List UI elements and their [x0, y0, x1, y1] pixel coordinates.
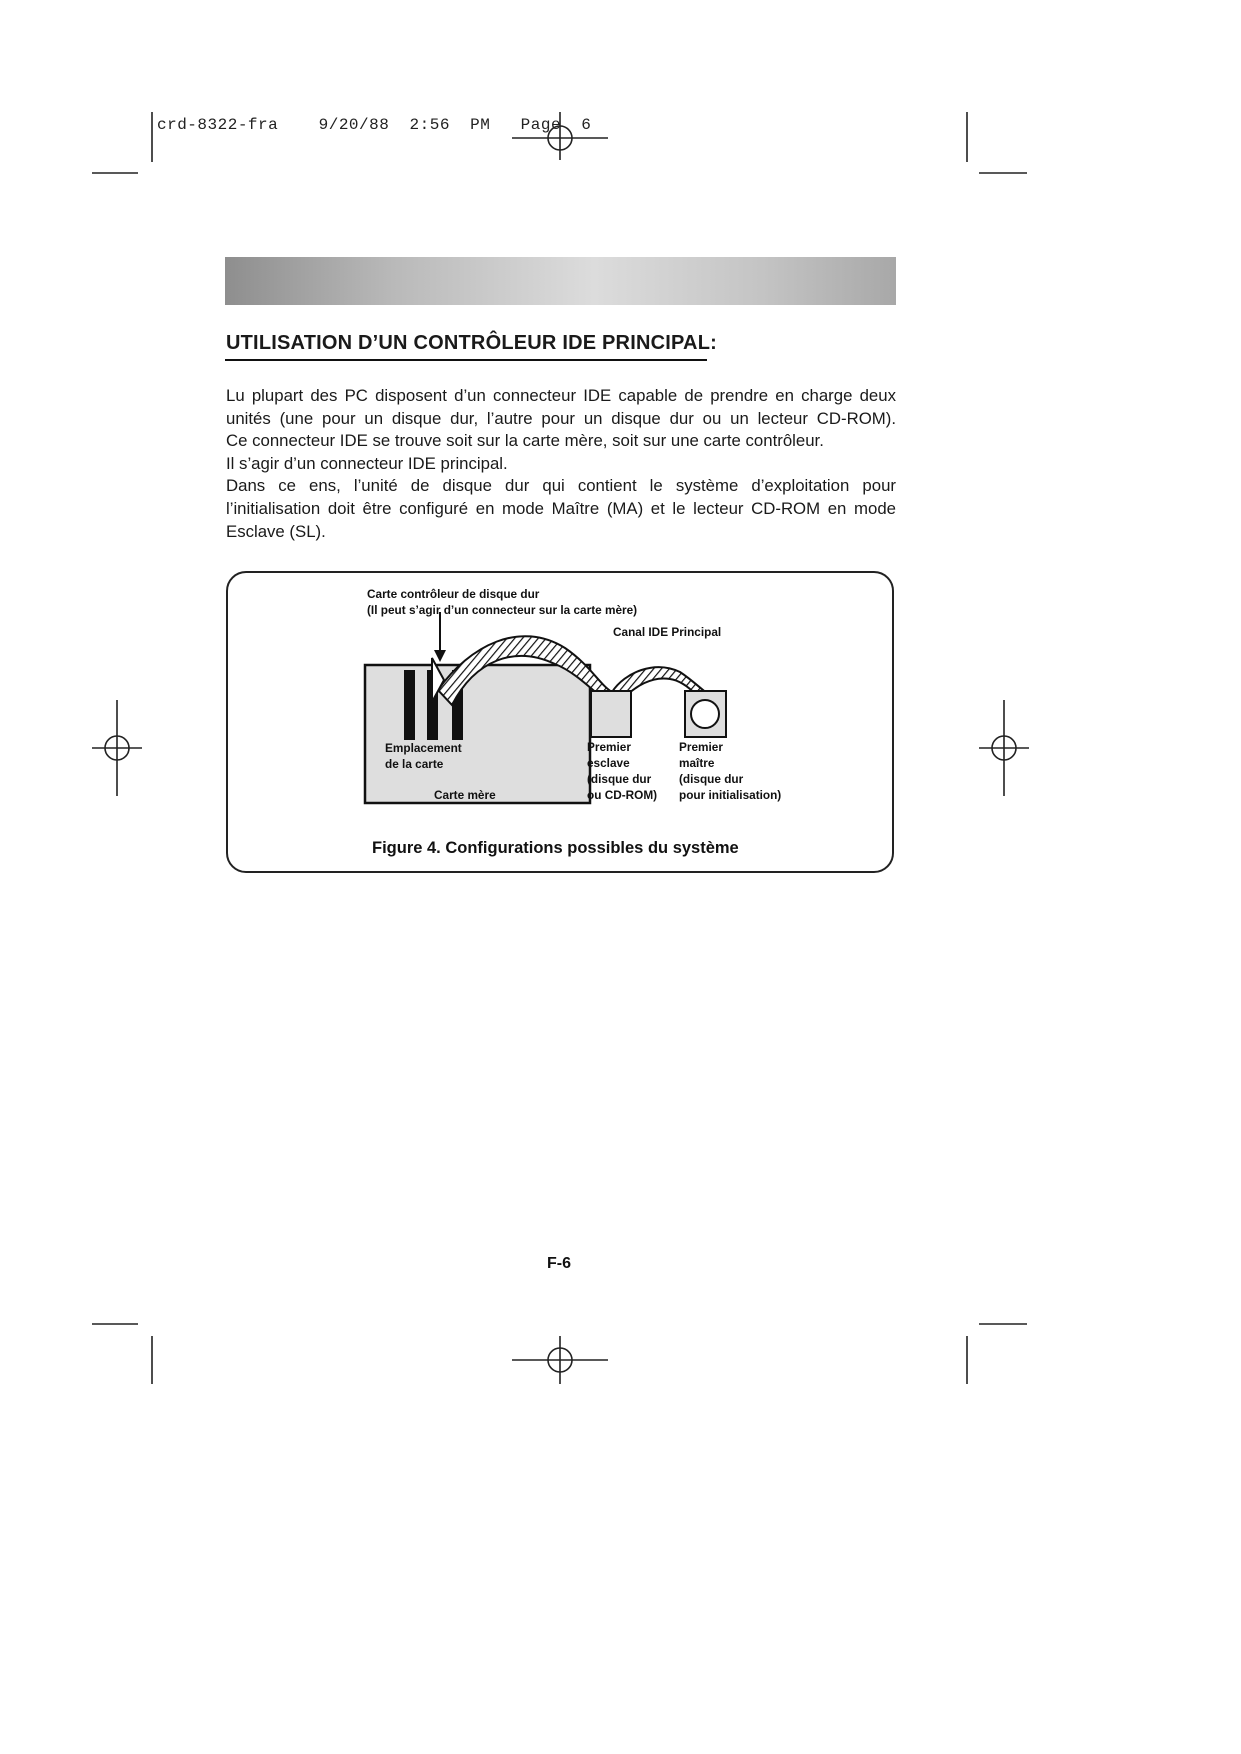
motherboard-label: Carte mère [434, 788, 496, 802]
master-label-line1: Premier [679, 740, 723, 754]
slave-label-line1: Premier [587, 740, 631, 754]
paragraph-line: Dans ce ens, l’unité de disque dur qui contient le système d’exploitation pour [226, 476, 896, 496]
figure-caption: Figure 4. Configurations possibles du système [372, 839, 739, 857]
card-slot [404, 670, 415, 740]
paragraph-line: Lu plupart des PC disposent d’un connecteur IDE capable de prendre en charge deux [226, 386, 896, 405]
slave-drive-icon [591, 691, 631, 737]
printer-slug: crd-8322-fra 9/20/88 2:56 PM Page 6 [157, 116, 592, 134]
slot-label-line2: de la carte [385, 757, 444, 771]
motherboard-shape [365, 665, 590, 803]
paragraph-line: Il s’agir d’un connecteur IDE principal. [226, 453, 508, 473]
section-heading: UTILISATION D’UN CONTRÔLEUR IDE PRINCIPAL: [226, 332, 717, 354]
page-number: F-6 [547, 1255, 571, 1272]
master-label-line3: (disque dur [679, 772, 744, 786]
controller-arrowhead [434, 650, 446, 662]
master-label-line2: maître [679, 756, 715, 770]
paragraph-line: l’initialisation doit être configuré en mode Maître (MA) et le lecteur CD-ROM en mode [226, 498, 896, 518]
paragraph-line: Esclave (SL). [226, 521, 326, 541]
paragraph-line: unités (une pour un disque dur, l’autre pour un disque dur ou un lecteur CD-ROM). [226, 408, 896, 428]
slave-label-line2: esclave [587, 756, 630, 770]
controller-label-line2: (Il peut s’agir d’un connecteur sur la carte mère) [367, 603, 638, 617]
paragraph-line: Ce connecteur IDE se trouve soit sur la carte mère, soit sur une carte contrôleur. [226, 431, 824, 451]
channel-label: Canal IDE Principal [613, 625, 722, 639]
master-label-line4: pour initialisation) [679, 788, 782, 802]
controller-label-line1: Carte contrôleur de disque dur [367, 587, 540, 601]
slot-label-line1: Emplacement [385, 741, 462, 755]
slave-label-line3: (disque dur [587, 772, 652, 786]
master-drive-disc [691, 700, 719, 728]
slave-label-line4: ou CD-ROM) [587, 788, 658, 802]
